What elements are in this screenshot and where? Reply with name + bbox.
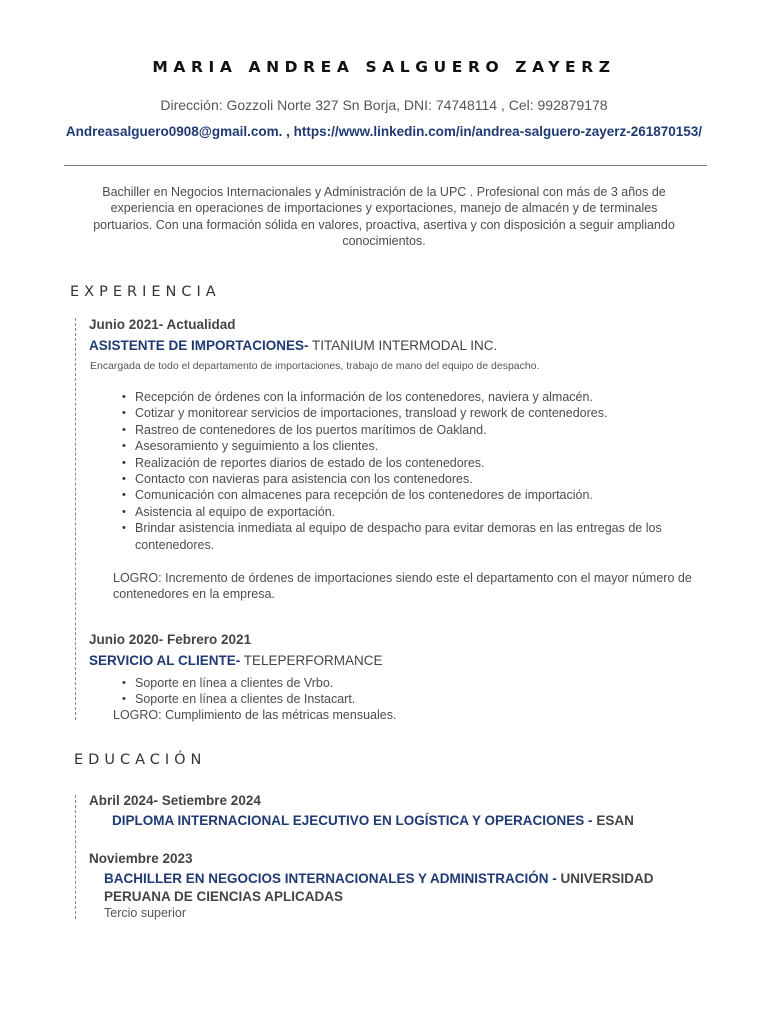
list-item: • Asesoramiento y seguimiento a los clientes.: [135, 438, 705, 454]
experience-timeline-line: [75, 318, 76, 720]
education-date: Noviembre 2023: [89, 851, 193, 866]
program-name: DIPLOMA INTERNACIONAL EJECUTIVO EN LOGÍSTICA Y OPERACIONES -: [112, 813, 597, 828]
list-item: • Recepción de órdenes con la información de los contenedores, naviera y almacén.: [135, 389, 705, 405]
list-item: • Soporte en línea a clientes de Instacart.: [135, 691, 705, 707]
job-responsibilities: [113, 389, 705, 553]
job-description: Encargada de todo el departamento de importaciones, trabajo de mano del equipo de despacho.: [90, 360, 540, 372]
list-item: • Contacto con navieras para asistencia con los contenedores.: [135, 471, 705, 487]
job-separator: -: [235, 653, 241, 668]
job-company: TELEPERFORMANCE: [240, 653, 383, 668]
job-title: [89, 338, 497, 353]
institution-name: UNIVERSIDAD PERUANA DE CIENCIAS APLICADAS: [104, 871, 654, 904]
education-timeline-line: [75, 795, 76, 919]
list-item: • Comunicación con almacenes para recepción de los contenedores de importación.: [135, 487, 705, 503]
education-date: Abril 2024- Setiembre 2024: [89, 793, 261, 808]
experience-heading: EXPERIENCIA: [70, 284, 221, 300]
contact-address: Dirección: Gozzoli Norte 327 Sn Borja, DNI: 74748114 , Cel: 992879178: [160, 97, 608, 113]
education-note: Tercio superior: [104, 906, 186, 920]
education-program: [104, 870, 664, 906]
job-achievement: LOGRO: Cumplimiento de las métricas mensuales.: [113, 708, 397, 722]
job-responsibilities: [113, 675, 705, 708]
candidate-name: MARIA ANDREA SALGUERO ZAYERZ: [152, 58, 616, 76]
profile-summary: Bachiller en Negocios Internacionales y Administración de la UPC . Profesional con más de 3 años de experiencia en operaciones de importaciones y exportaciones, manejo de almacén y de terminales portuarios. Con una formación sólida en valores, proactiva, asertiva y con disposición a seguir ampliando conocimientos.: [93, 185, 675, 249]
job-date: Junio 2021- Actualidad: [89, 317, 236, 332]
list-item: • Cotizar y monitorear servicios de importaciones, transload y rework de contenedores.: [135, 405, 705, 421]
education-heading: EDUCACIÓN: [74, 752, 207, 768]
list-item: • Realización de reportes diarios de estado de los contenedores.: [135, 455, 705, 471]
job-title: [89, 653, 383, 668]
program-name: BACHILLER EN NEGOCIOS INTERNACIONALES Y ADMINISTRACIÓN -: [104, 871, 561, 886]
job-company: TITANIUM INTERMODAL INC.: [308, 338, 498, 353]
job-role: SERVICIO AL CLIENTE: [89, 653, 236, 668]
list-item: • Rastreo de contenedores de los puertos marítimos de Oakland.: [135, 422, 705, 438]
contact-links[interactable]: Andreasalguero0908@gmail.com. , https://www.linkedin.com/in/andrea-salguero-zayerz-261870153/: [65, 124, 703, 139]
education-program: [112, 812, 634, 830]
list-item: • Asistencia al equipo de exportación.: [135, 504, 705, 520]
job-separator: -: [304, 338, 309, 353]
institution-name: ESAN: [596, 813, 634, 828]
job-role: ASISTENTE DE IMPORTACIONES: [89, 338, 305, 353]
job-date: Junio 2020- Febrero 2021: [89, 632, 252, 647]
header-divider: [64, 165, 707, 166]
list-item: • Brindar asistencia inmediata al equipo de despacho para evitar demoras en las entregas de los contenedores.: [135, 520, 705, 553]
list-item: • Soporte en línea a clientes de Vrbo.: [135, 675, 705, 691]
job-achievement: LOGRO: Incremento de órdenes de importaciones siendo este el departamento con el mayor número de contenedores en la empresa.: [113, 571, 692, 602]
